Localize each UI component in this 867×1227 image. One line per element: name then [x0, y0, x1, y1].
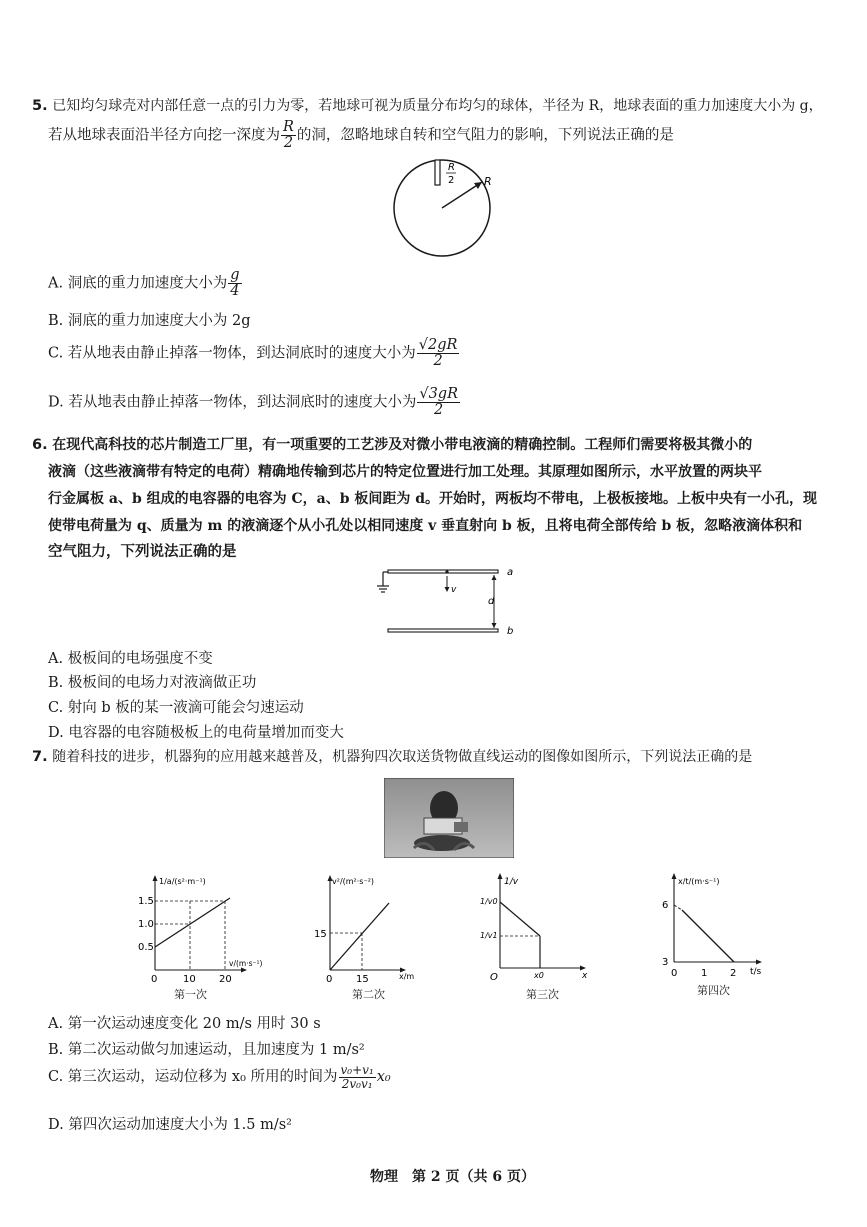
q7-option-c: C. 第三次运动，运动位移为 x₀ 所用的时间为 $\frac{\text{v₀+v₁}}{\text{2v₀v₁}}$ x₀ — [48, 1063, 391, 1091]
graph-4-ytick-3: 3 — [662, 957, 669, 968]
graph-3-ytick-v1: 1/v1 — [480, 931, 498, 940]
graph-4-xlabel: t/s — [750, 967, 762, 977]
graph-1-line — [155, 898, 230, 947]
q5-option-b: B. 洞底的重力加速度大小为 2g — [48, 313, 251, 329]
q7-stem: 随着科技的进步，机器狗的应用越来越普及，机器狗四次取送货物做直线运动的图像如图所示，下列说法正确的是 — [52, 749, 753, 765]
q6-option-b: B. 极板间的电场力对液滴做正功 — [48, 675, 257, 691]
hole-depth-den: 2 — [448, 175, 455, 186]
graph-3-ytick-v0: 1/v0 — [480, 897, 498, 906]
graph-4-xtick-2: 2 — [730, 968, 737, 979]
graph-3 — [478, 870, 593, 990]
q6-option-c: C. 射向 b 板的某一液滴可能会匀速运动 — [48, 700, 304, 716]
ground-icon — [377, 586, 389, 592]
graph-1-xlabel: v/(m·s⁻¹) — [229, 959, 263, 968]
graph-1-xtick-0: 0 — [151, 974, 158, 985]
q6-line3: 行金属板 a、b 组成的电容器的电容为 C，a、b 板间距为 d。开始时，两板均不带电，上极板接地。上板中央有一小孔，现 — [48, 491, 818, 507]
q5-number: 5. — [32, 98, 48, 114]
q6-capacitor-figure — [370, 560, 530, 640]
graph-2 — [312, 870, 427, 990]
graph-1-caption: 第一次 — [174, 988, 207, 1001]
graph-2-ylabel: v²/(m²·s⁻²) — [332, 877, 375, 886]
plate-b — [388, 629, 498, 632]
plate-a-label: a — [507, 567, 514, 578]
q5-stem-line2a: 若从地球表面沿半径方向挖一深度为 — [48, 127, 280, 144]
graph-2-line — [330, 903, 389, 970]
graph-2-caption: 第二次 — [352, 988, 385, 1001]
graph-3-line — [500, 902, 540, 936]
q5-option-a-fraction: $\frac{g}{4}$ — [230, 267, 240, 300]
q5-line2 — [48, 120, 674, 151]
graph-1-xtick-20: 20 — [219, 974, 232, 985]
q6-line1: 6. 在现代高科技的芯片制造工厂里，有一项重要的工艺涉及对微小带电液滴的精确控制。工程师们需要将极其微小的 — [32, 437, 753, 453]
graph-4-line — [682, 910, 734, 962]
plate-a — [388, 570, 498, 573]
q7-option-b: B. 第二次运动做匀加速运动，且加速度为 1 m/s² — [48, 1042, 365, 1058]
q7-line1 — [32, 746, 752, 766]
q6-option-d: D. 电容器的电容随极板上的电荷量增加而变大 — [48, 725, 344, 741]
q5-depth-fraction: $\frac{R}{2}$ — [283, 119, 294, 152]
graph-1 — [135, 870, 280, 990]
graph-2-xlabel: x/m — [399, 972, 415, 981]
q7-option-c-fraction: $\frac{\text{v₀+v₁}}{\text{2v₀v₁}}$ — [340, 1063, 374, 1091]
graph-4-caption: 第四次 — [697, 984, 730, 997]
q7-option-a: A. 第一次运动速度变化 20 m/s 用时 30 s — [48, 1016, 321, 1032]
velocity-label: v — [451, 585, 457, 595]
graph-4 — [652, 870, 770, 990]
q5-line1 — [32, 95, 823, 115]
graph-3-xlabel: x — [582, 971, 588, 981]
q5-option-d-fraction: $\frac{√3gR}{2}$ — [419, 386, 458, 419]
q6-line4: 使带电荷量为 q、质量为 m 的液滴逐个从小孔处以相同速度 v 垂直射向 b 板，且将电荷全部传给 b 板，忽略液滴体积和 — [48, 518, 803, 534]
q5-earth-figure — [390, 158, 510, 258]
q5-option-c-fraction: $\frac{√2gR}{2}$ — [418, 337, 458, 370]
q7-option-d: D. 第四次运动加速度大小为 1.5 m/s² — [48, 1117, 292, 1133]
hole-shaft — [435, 160, 440, 185]
graph-2-xtick-15: 15 — [356, 974, 369, 985]
velocity-arrowhead — [445, 587, 450, 592]
droplet — [445, 570, 448, 573]
q5-stem-line1: 已知均匀球壳对内部任意一点的引力为零，若地球可视为质量分布均匀的球体，半径为 R，地球表面的重力加速度大小为 g， — [52, 98, 823, 114]
q7-number: 7. — [32, 749, 48, 765]
radius-arrowhead — [474, 182, 482, 189]
graph-1-ytick-1.0: 1.0 — [138, 919, 154, 930]
graph-3-caption: 第三次 — [526, 988, 559, 1001]
plate-b-label: b — [507, 626, 514, 637]
graph-1-ylabel: 1/a/(s²·m⁻¹) — [159, 877, 206, 886]
hole-depth-num: R — [448, 162, 455, 173]
q5-option-d: D. 若从地表由静止掉落一物体，到达洞底时的速度大小为 $\frac{√3gR}{2}$ — [48, 386, 458, 419]
q5-stem-line2b: 的洞，忽略地球自转和空气阻力的影响，下列说法正确的是 — [296, 127, 674, 144]
graph-1-xtick-10: 10 — [183, 974, 196, 985]
q6-line2: 液滴（这些液滴带有特定的电荷）精确地传输到芯片的特定位置进行加工处理。其原理如图所示，水平放置的两块平 — [48, 464, 762, 480]
graph-2-xtick-0: 0 — [326, 974, 333, 985]
robot-dog-photo — [384, 778, 514, 858]
q6-number: 6. — [32, 437, 48, 453]
graph-1-ytick-0.5: 0.5 — [138, 942, 154, 953]
graph-1-ytick-1.5: 1.5 — [138, 896, 154, 907]
q5-option-a: A. 洞底的重力加速度大小为 $\frac{g}{4}$ — [48, 267, 240, 300]
q6-option-a: A. 极板间的电场强度不变 — [48, 651, 213, 667]
page-footer: 物理 第 2 页（共 6 页） — [370, 1169, 535, 1185]
radius-label: R — [484, 175, 492, 188]
q6-line5: 空气阻力，下列说法正确的是 — [48, 543, 237, 560]
graph-3-xtick-x0: x0 — [534, 971, 544, 980]
graph-3-xtick-origin: O — [490, 972, 498, 983]
graph-4-ylabel: x/t/(m·s⁻¹) — [678, 877, 720, 886]
graph-4-xtick-0: 0 — [671, 968, 678, 979]
q5-option-c: C. 若从地表由静止掉落一物体，到达洞底时的速度大小为 $\frac{√2gR}{2}$ — [48, 337, 458, 370]
graph-4-ytick-6: 6 — [662, 900, 669, 911]
graph-4-xtick-1: 1 — [701, 968, 708, 979]
graph-3-ylabel: 1/v — [504, 877, 519, 887]
gap-label: d — [488, 596, 495, 607]
graph-2-ytick-15: 15 — [314, 929, 327, 940]
